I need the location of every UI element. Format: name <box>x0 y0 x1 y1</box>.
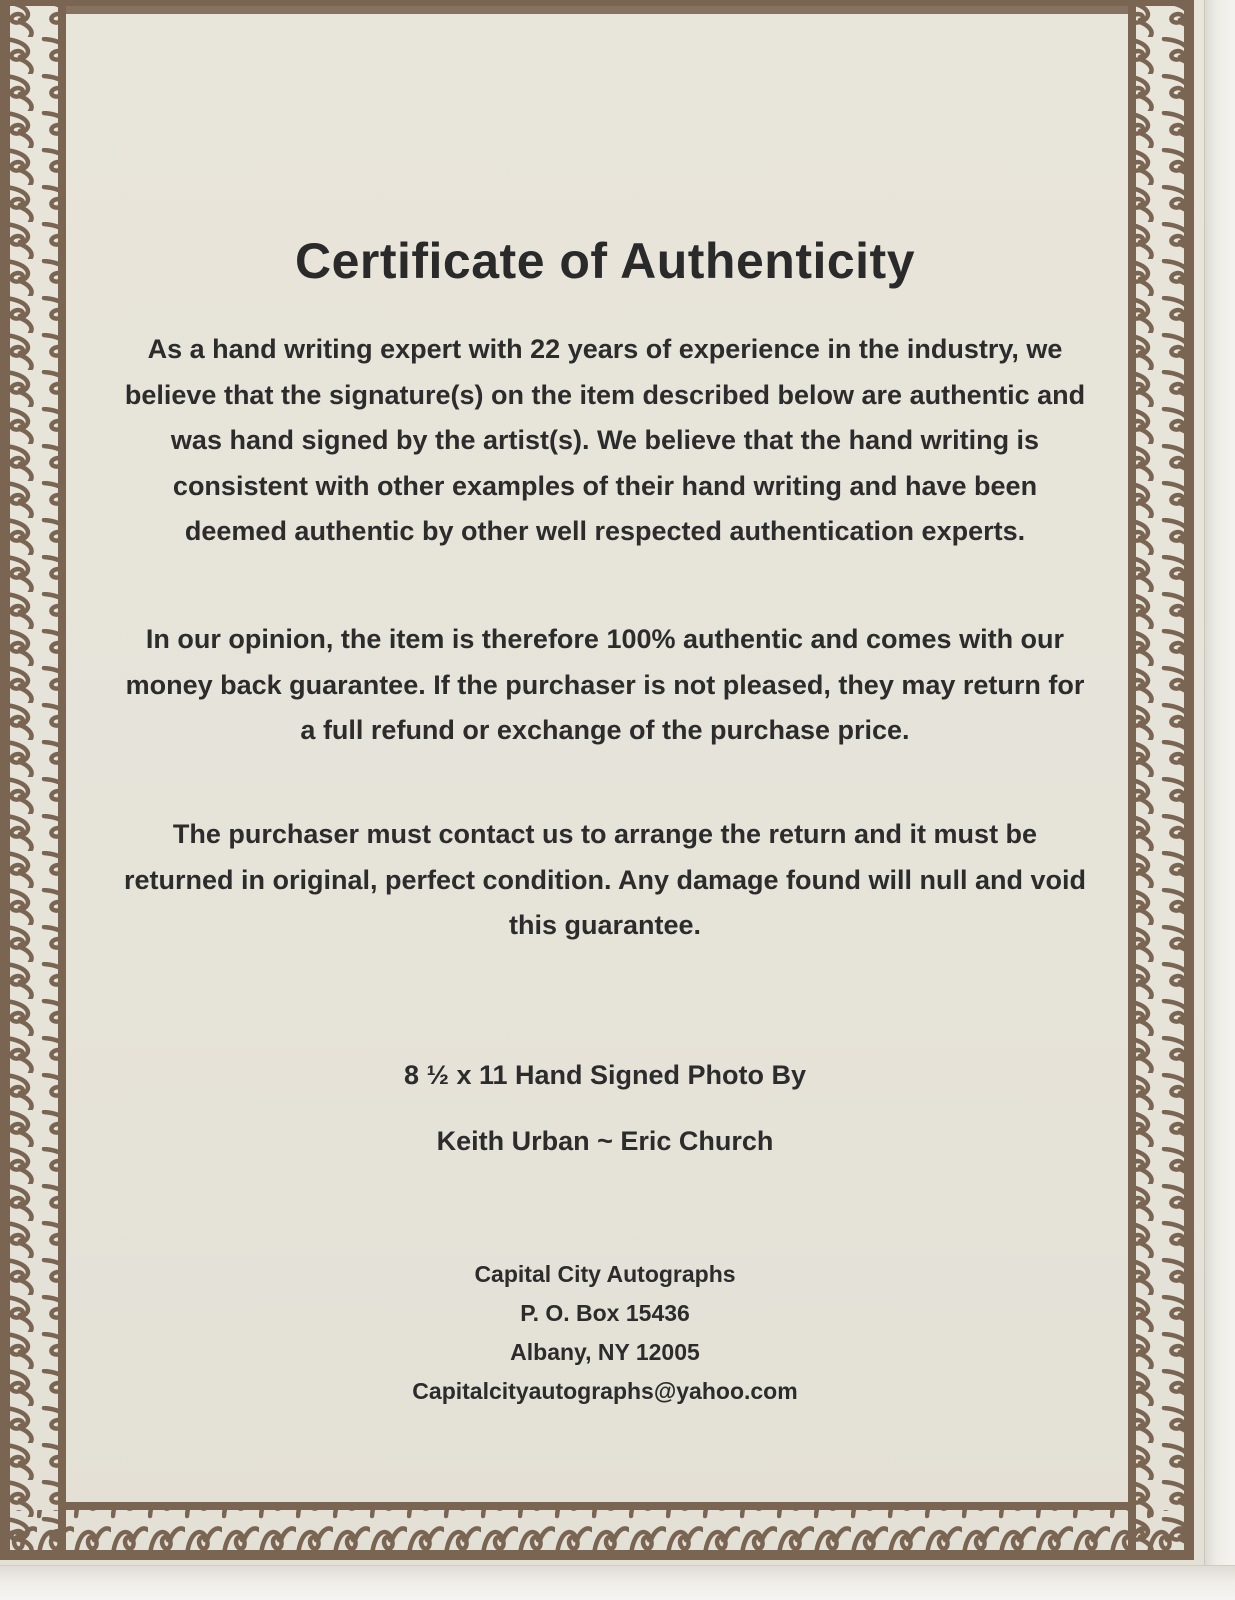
guarantee-paragraph: In our opinion, the item is therefore 100% authentic and comes with our money back guarantee. If the purchaser is not pleased, they may return for a full refund or exchange of the purchase price. <box>125 624 1085 745</box>
item-description: 8 ½ x 11 Hand Signed Photo By <box>403 1060 807 1090</box>
certificate-title: Certificate of Authenticity <box>294 233 916 289</box>
company-name: Capital City Autographs <box>474 1261 736 1287</box>
expert-statement-paragraph: As a hand writing expert with 22 years of experience in the industry, we believe that the signature(s) on the item described below are authentic and was hand signed by the artist(s). We believe that the hand writing is consistent with other examples of their hand writing and have been deemed authentic by other well respected authentication experts. <box>124 334 1086 546</box>
po-box: P. O. Box 15436 <box>520 1300 690 1326</box>
contact-block <box>120 1255 1090 1411</box>
sleeve-edge-right <box>1204 0 1235 1600</box>
sleeve-edge-bottom <box>0 1565 1235 1600</box>
signer-names: Keith Urban ~ Eric Church <box>436 1126 774 1156</box>
contact-email: Capitalcityautographs@yahoo.com <box>412 1378 798 1404</box>
city-state-zip: Albany, NY 12005 <box>510 1339 700 1365</box>
return-policy-paragraph: The purchaser must contact us to arrange the return and it must be returned in original, perfect condition. Any damage found will null and void this guarantee. <box>123 819 1087 940</box>
